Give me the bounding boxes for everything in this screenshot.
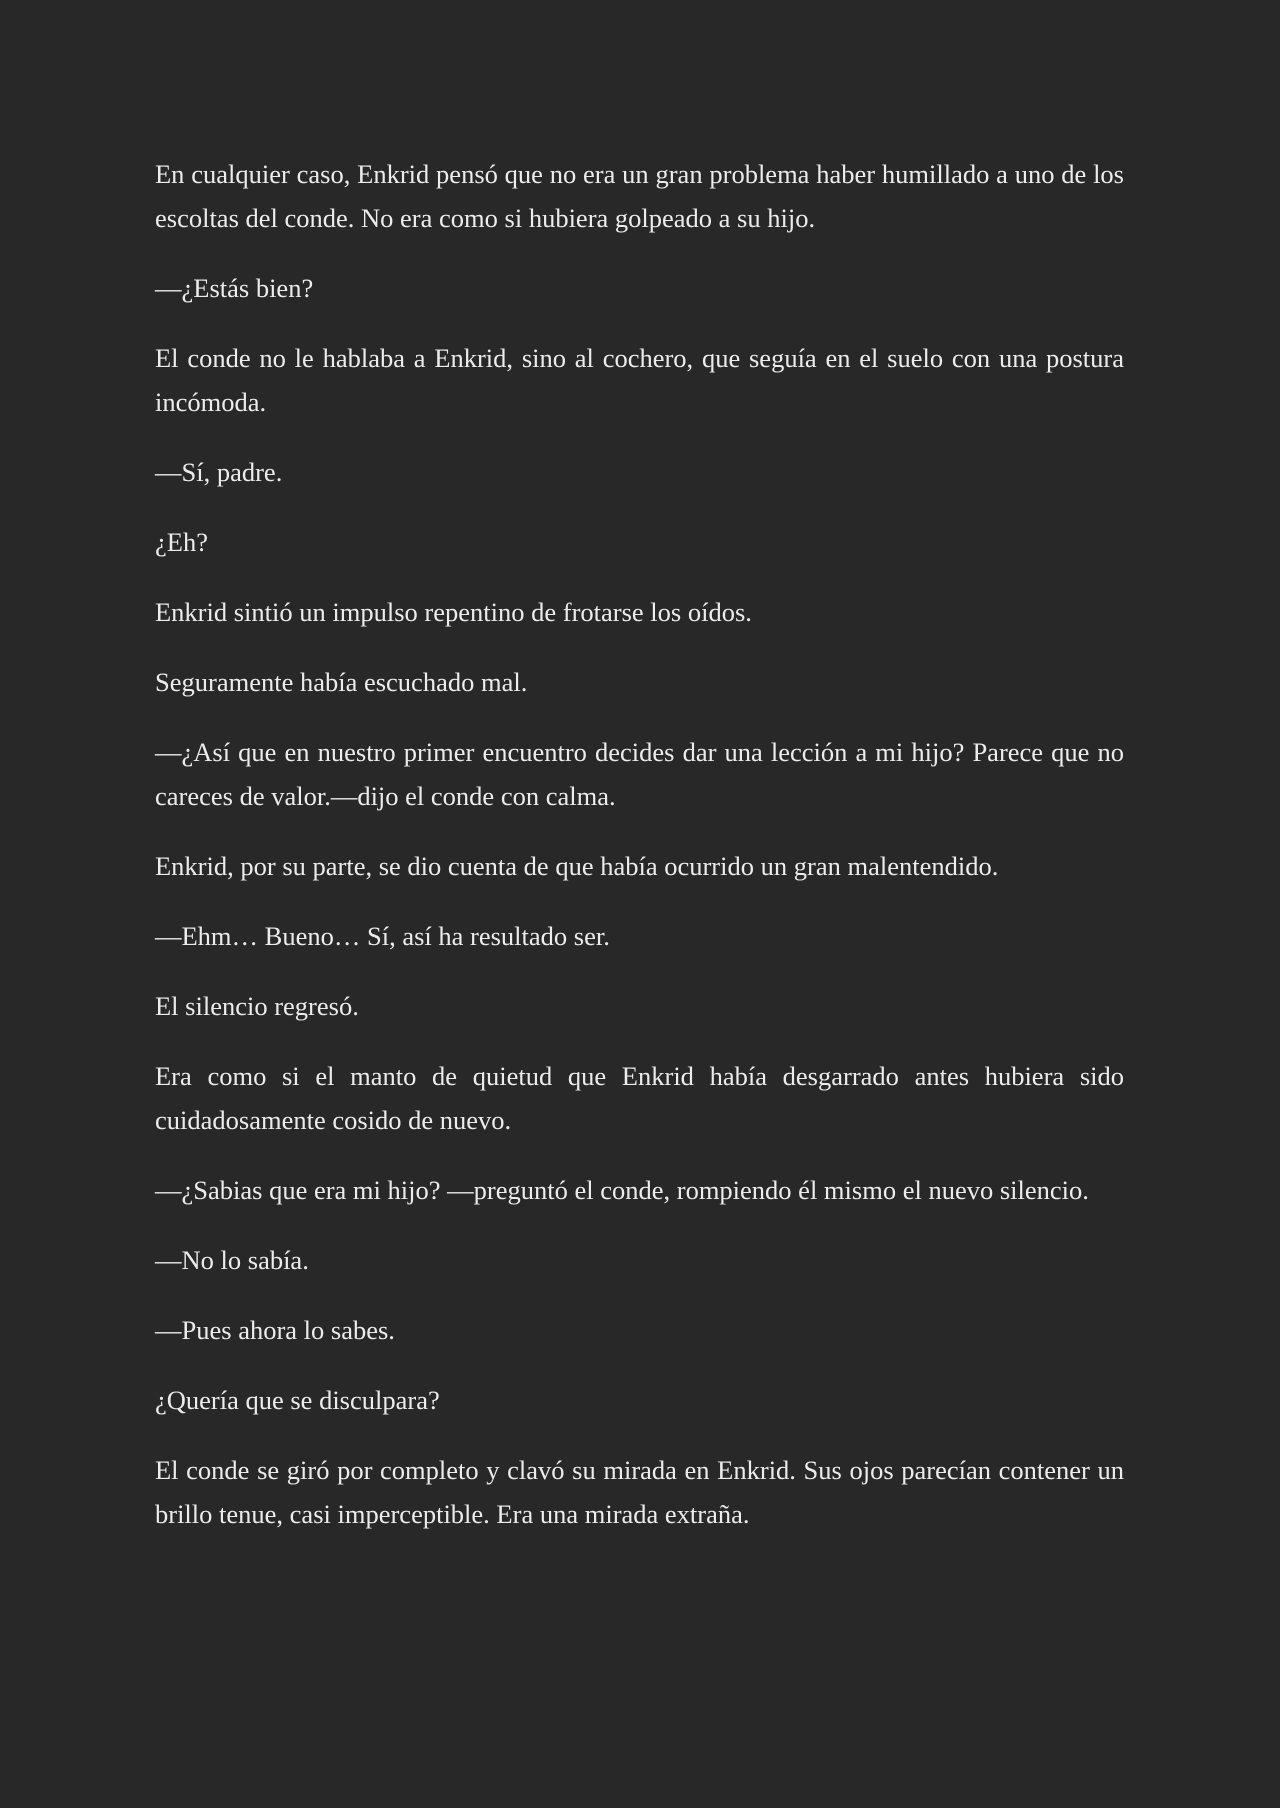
paragraph: —Ehm… Bueno… Sí, así ha resultado ser.	[155, 921, 610, 951]
paragraph: El conde se giró por completo y clavó su mirada en Enkrid. Sus ojos parecían contener un brillo tenue, casi imperceptible. Era una mirada extraña.	[155, 1455, 1124, 1529]
paragraph: En cualquier caso, Enkrid pensó que no era un gran problema haber humillado a uno de los escoltas del conde. No era como si hubiera golpeado a su hijo.	[155, 159, 1124, 233]
paragraph: —No lo sabía.	[155, 1245, 309, 1275]
paragraph: —¿Así que en nuestro primer encuentro decides dar una lección a mi hijo? Parece que no careces de valor.—dijo el conde con calma.	[155, 737, 1124, 811]
paragraph: Seguramente había escuchado mal.	[155, 667, 528, 697]
paragraph: Era como si el manto de quietud que Enkrid había desgarrado antes hubiera sido cuidadosamente cosido de nuevo.	[155, 1061, 1124, 1135]
paragraph: —Sí, padre.	[155, 457, 283, 487]
paragraph: ¿Eh?	[155, 527, 208, 557]
paragraph: —Pues ahora lo sabes.	[155, 1315, 395, 1345]
paragraph: El conde no le hablaba a Enkrid, sino al cochero, que seguía en el suelo con una postura incómoda.	[155, 343, 1124, 417]
paragraph: ¿Quería que se disculpara?	[155, 1385, 440, 1415]
paragraph: —¿Sabias que era mi hijo? —preguntó el conde, rompiendo él mismo el nuevo silencio.	[155, 1175, 1089, 1205]
paragraph: Enkrid, por su parte, se dio cuenta de que había ocurrido un gran malentendido.	[155, 851, 999, 881]
paragraph: El silencio regresó.	[155, 991, 359, 1021]
paragraph: Enkrid sintió un impulso repentino de frotarse los oídos.	[155, 597, 752, 627]
chapter-text	[155, 152, 1124, 1536]
paragraph: —¿Estás bien?	[155, 273, 314, 303]
